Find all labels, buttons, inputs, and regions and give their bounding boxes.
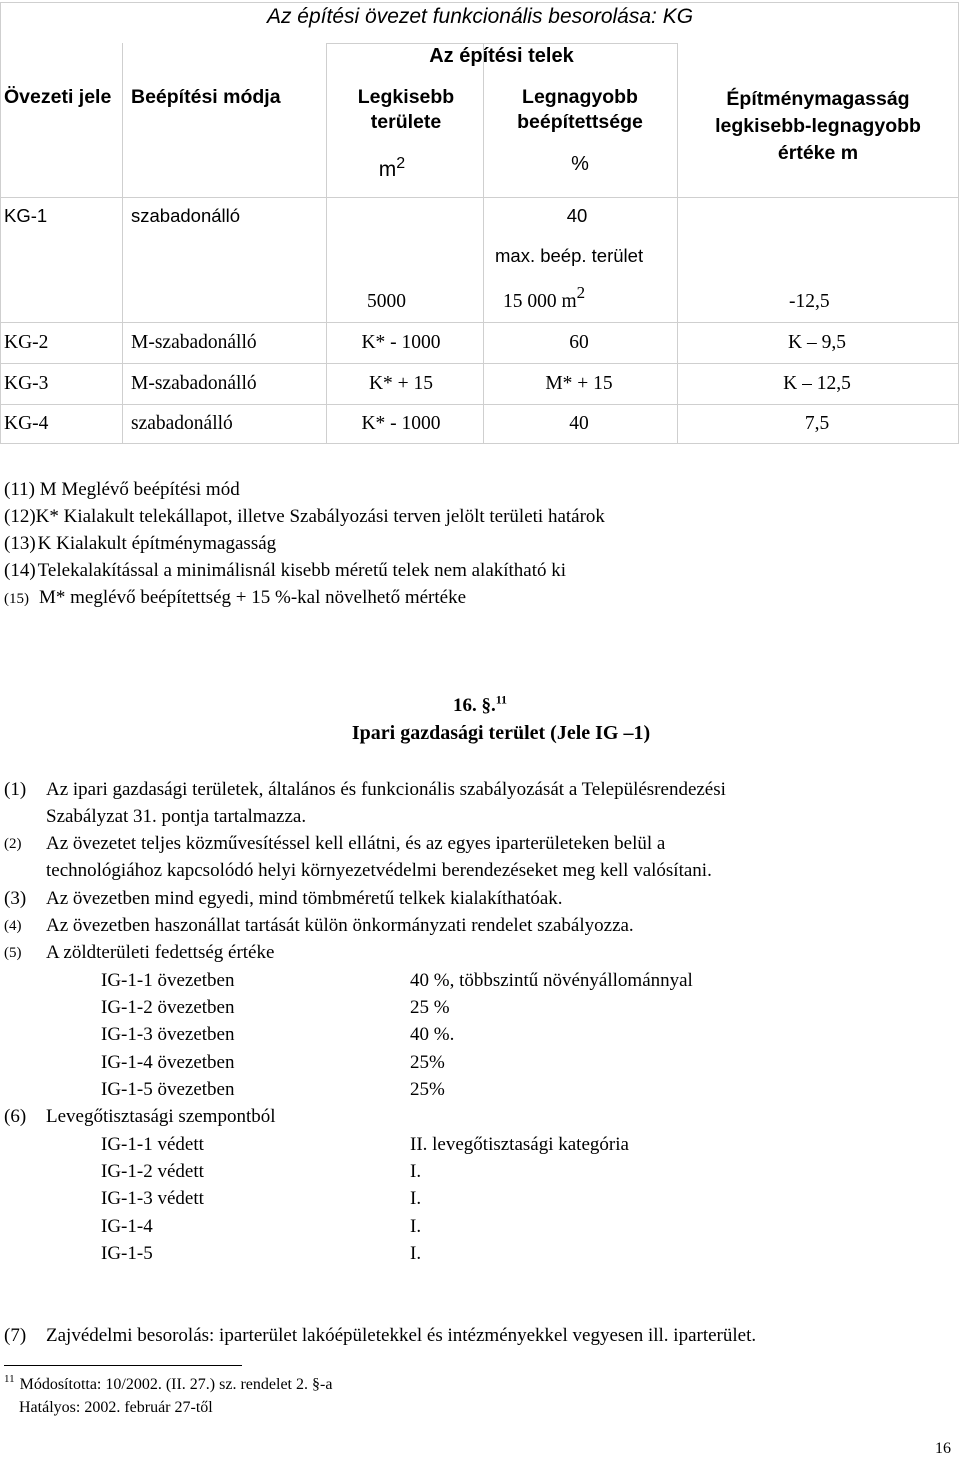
col-header-max-build-unit: % — [571, 153, 589, 175]
kg1-max-build: 40 — [566, 205, 588, 226]
table-row-zone: KG-2 — [4, 332, 49, 353]
air-quality-value: I. — [410, 1161, 422, 1182]
table-row-max-build: M* + 15 — [545, 373, 613, 394]
green-cover-value: 25% — [410, 1079, 445, 1100]
table-row-max-build: 60 — [569, 332, 589, 353]
footnote-divider — [4, 1365, 242, 1366]
kg1-mode: szabadonálló — [131, 205, 241, 226]
para-num: (1) — [4, 779, 27, 800]
list-item: (11) M Meglévő beépítési mód — [4, 479, 240, 500]
grid-line — [0, 322, 959, 323]
list-item: (12)K* Kialakult telekállapot, illetve Szabályozási terven jelölt területi határok — [4, 506, 605, 527]
kg1-max-area: 15 000 m2 — [503, 283, 586, 312]
table-row-mode: M-szabadonálló — [131, 332, 257, 353]
green-cover-value: 40 %, többszintű növényállománnyal — [410, 970, 693, 991]
air-quality-value: I. — [410, 1216, 422, 1237]
table-row-height: 7,5 — [804, 413, 830, 434]
footnote-number: 11 — [4, 1373, 15, 1385]
para-num: (2) — [4, 836, 22, 852]
grid-line — [0, 197, 959, 198]
para-text: Az övezetben haszonállat tartását külön önkormányzati rendelet szabályozza. — [46, 915, 634, 936]
para-text: Az ipari gazdasági területek, általános és funkcionális szabályozását a Településrendezési — [46, 779, 726, 800]
grid-line — [958, 2, 959, 444]
grid-line — [0, 2, 959, 3]
green-cover-zone: IG-1-1 övezetben — [101, 970, 235, 991]
para-num: (5) — [4, 945, 22, 961]
footnote-line: Módosította: 10/2002. (II. 27.) sz. rendelet 2. §-a — [19, 1376, 333, 1393]
grid-line — [326, 43, 677, 44]
green-cover-zone: IG-1-5 övezetben — [101, 1079, 235, 1100]
col-header-build-mode: Beépítési módja — [131, 86, 281, 108]
table-row-zone: KG-3 — [4, 373, 49, 394]
section-title: Ipari gazdasági terület (Jele IG –1) — [351, 722, 651, 744]
grid-line — [0, 363, 959, 364]
air-quality-value: I. — [410, 1243, 422, 1264]
para-text: Szabályzat 31. pontja tartalmazza. — [46, 806, 307, 827]
para-text: A zöldterületi fedettség értéke — [46, 942, 275, 963]
table-row-zone: KG-4 — [4, 413, 49, 434]
para-text: Az övezetben mind egyedi, mind tömbméretű telkek kialakíthatóak. — [46, 888, 563, 909]
air-quality-zone: IG-1-4 — [101, 1216, 153, 1237]
para-text: Zajvédelmi besorolás: iparterület lakóépületekkel és intézményekkel vegyesen ill. iparterület. — [46, 1325, 757, 1346]
air-quality-zone: IG-1-3 védett — [101, 1188, 204, 1209]
air-quality-zone: IG-1-2 védett — [101, 1161, 204, 1182]
table-row-min-area: K* + 15 — [368, 373, 434, 394]
col-header-max-build-line2: beépítettsége — [517, 111, 643, 133]
table-title: Az építési övezet funkcionális besorolása: KG — [266, 5, 694, 28]
grid-line — [0, 404, 959, 405]
para-text: technológiához kapcsolódó helyi környezetvédelmi berendezéseket meg kell valósítani. — [46, 860, 712, 881]
green-cover-zone: IG-1-3 övezetben — [101, 1024, 235, 1045]
col-header-zone: Övezeti jele — [4, 86, 112, 108]
footnote — [4, 1373, 333, 1394]
kg1-zone: KG-1 — [4, 205, 48, 226]
area-superscript: 2 — [576, 283, 586, 302]
table-row-height: K – 9,5 — [788, 332, 846, 353]
para-text: Levegőtisztasági szempontból — [46, 1106, 276, 1127]
green-cover-zone: IG-1-2 övezetben — [101, 997, 235, 1018]
unit-superscript: 2 — [396, 155, 406, 172]
para-num: (3) — [4, 888, 27, 909]
table-row-height: K – 12,5 — [783, 373, 851, 394]
col-header-height-line3: értéke m — [777, 142, 859, 164]
green-cover-value: 25% — [410, 1052, 445, 1073]
kg1-max-area-label: max. beép. terület — [495, 245, 644, 266]
group-header: Az építési telek — [429, 45, 574, 67]
footnote-line: Hatályos: 2002. február 27-től — [19, 1399, 213, 1416]
list-item: (14) Telekalakítással a minimálisnál kisebb méretű telek nem alakítható ki — [4, 560, 567, 581]
col-header-height — [677, 86, 959, 167]
table-row-min-area: K* - 1000 — [361, 413, 441, 434]
table-row-mode: M-szabadonálló — [131, 373, 257, 394]
grid-line — [122, 43, 123, 444]
table-row-mode: szabadonálló — [131, 413, 233, 434]
table-row-min-area: K* - 1000 — [361, 332, 441, 353]
table-row-max-build: 40 — [569, 413, 589, 434]
green-cover-value: 40 %. — [410, 1024, 455, 1045]
para-num: (6) — [4, 1106, 27, 1127]
para-text: Az övezetet teljes közművesítéssel kell ellátni, és az egyes iparterületeken belül a — [46, 833, 666, 854]
col-header-min-area — [326, 86, 486, 134]
col-header-max-build — [483, 86, 677, 134]
col-header-min-area-line1: Legkisebb — [357, 86, 455, 108]
col-header-min-area-line2: területe — [370, 111, 442, 133]
col-header-height-line1: Építménymagasság — [726, 88, 910, 110]
air-quality-value: II. levegőtisztasági kategória — [410, 1134, 629, 1155]
kg1-height: -12,5 — [789, 291, 830, 312]
green-cover-value: 25 % — [410, 997, 450, 1018]
para-num: (7) — [4, 1325, 27, 1346]
section-number: 16. §.$^{11}$ — [452, 692, 508, 716]
list-item: (15) M* meglévő beépítettség + 15 %-kal növelhető mértéke — [4, 587, 466, 608]
kg1-min-area: 5000 — [367, 291, 406, 312]
page-number: 16 — [935, 1440, 951, 1457]
col-header-min-area-unit: $m^2$ — [378, 155, 406, 181]
para-num: (4) — [4, 918, 22, 934]
air-quality-zone: IG-1-1 védett — [101, 1134, 204, 1155]
grid-line — [0, 2, 1, 444]
grid-line — [0, 443, 959, 444]
col-header-max-build-line1: Legnagyobb — [522, 86, 638, 108]
air-quality-value: I. — [410, 1188, 422, 1209]
air-quality-zone: IG-1-5 — [101, 1243, 153, 1264]
list-item: (13) K Kialakult építménymagasság — [4, 533, 277, 554]
green-cover-zone: IG-1-4 övezetben — [101, 1052, 235, 1073]
footnote-reference: 11 — [495, 692, 508, 707]
col-header-height-line2: legkisebb-legnagyobb — [715, 115, 921, 137]
